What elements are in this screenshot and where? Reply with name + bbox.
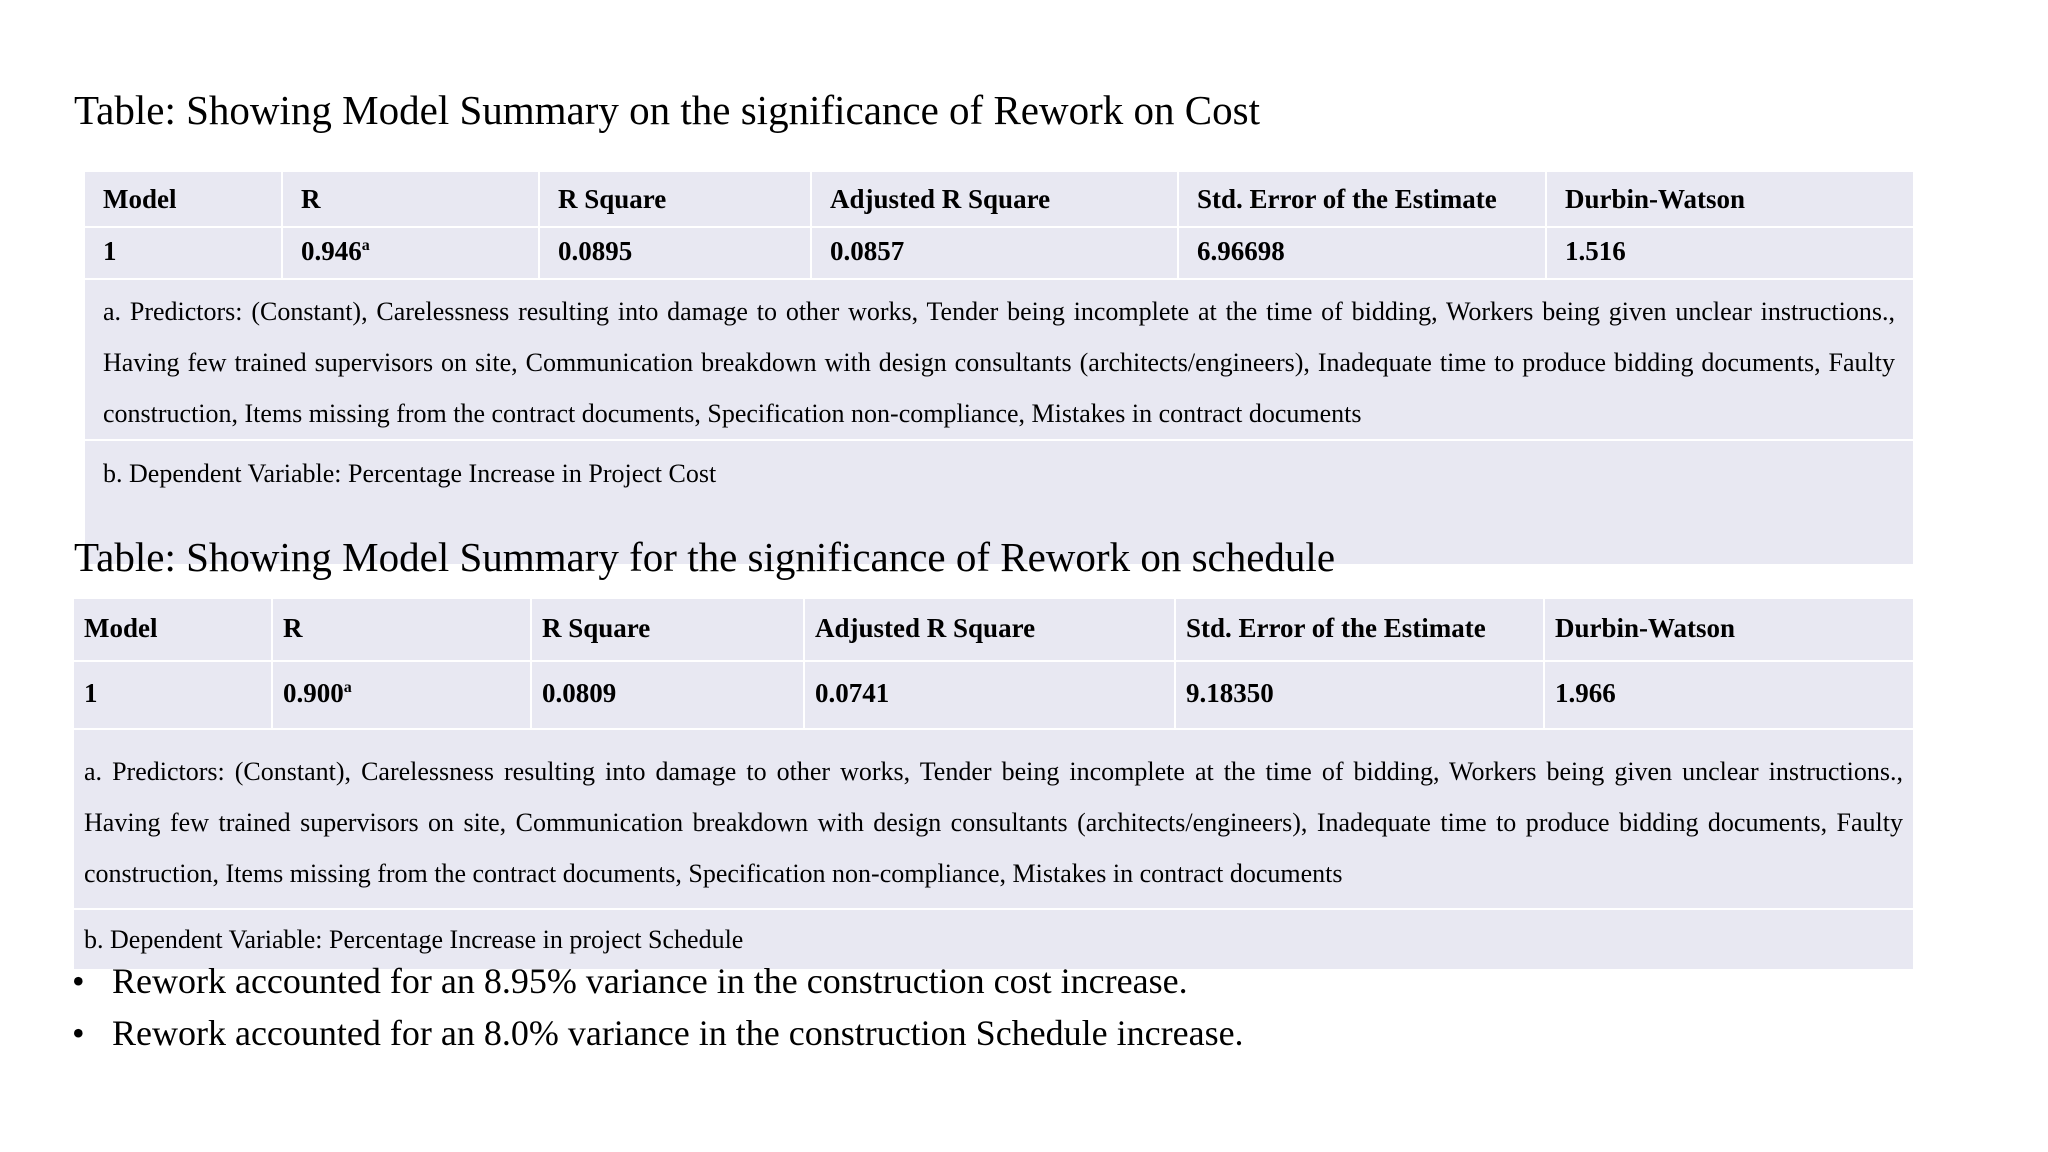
cell-adjusted-r-square: 0.0741 [804,661,1175,729]
dependent-variable-note: b. Dependent Variable: Percentage Increase in project Schedule [73,909,1914,970]
header-durbin-watson: Durbin-Watson [1544,598,1914,661]
cell-model: 1 [84,227,282,279]
header-std-error: Std. Error of the Estimate [1175,598,1544,661]
model-summary-schedule-table [72,597,1915,971]
findings-list [72,955,1244,1059]
header-adjusted-r-square: Adjusted R Square [811,171,1178,227]
header-r: R [282,171,539,227]
cell-r-square: 0.0809 [531,661,804,729]
table-header-row [73,598,1914,661]
cell-r [282,227,539,279]
cell-std-error: 6.96698 [1178,227,1546,279]
finding-text: Rework accounted for an 8.0% variance in the construction Schedule increase. [112,1013,1244,1053]
cell-model: 1 [73,661,272,729]
footnote-marker: a [361,237,370,254]
note-a-row [84,279,1914,440]
footnote-marker: a [343,679,352,696]
finding-text: Rework accounted for an 8.95% variance in the construction cost increase. [112,961,1188,1001]
table-2-title: Table: Showing Model Summary for the significance of Rework on schedule [74,534,1336,580]
r-value: 0.900 [283,678,344,708]
cell-adjusted-r-square: 0.0857 [811,227,1178,279]
r-value: 0.946 [301,236,362,266]
cell-durbin-watson: 1.966 [1544,661,1914,729]
table-header-row [84,171,1914,227]
header-model: Model [73,598,272,661]
predictors-note: a. Predictors: (Constant), Carelessness resulting into damage to other works, Tender being incomplete at the time of bidding, Workers being given unclear instructions., Having few trained supervisors on site, Communication breakdown with design consultants (architects/engineers), Inadequate time to produce bidding documents, Faulty construction, Items missing from the contract documents, Specification non-compliance, Mistakes in contract documents [73,729,1914,909]
header-model: Model [84,171,282,227]
header-r-square: R Square [531,598,804,661]
dependent-variable-note: b. Dependent Variable: Percentage Increase in Project Cost [84,440,1914,565]
header-adjusted-r-square: Adjusted R Square [804,598,1175,661]
table-row [84,227,1914,279]
cell-std-error: 9.18350 [1175,661,1544,729]
list-item [72,955,1244,1007]
cell-r [272,661,531,729]
header-std-error: Std. Error of the Estimate [1178,171,1546,227]
header-r-square: R Square [539,171,811,227]
cell-durbin-watson: 1.516 [1546,227,1914,279]
predictors-note: a. Predictors: (Constant), Carelessness resulting into damage to other works, Tender being incomplete at the time of bidding, Workers being given unclear instructions., Having few trained supervisors on site, Communication breakdown with design consultants (architects/engineers), Inadequate time to produce bidding documents, Faulty construction, Items missing from the contract documents, Specification non-compliance, Mistakes in contract documents [84,279,1914,440]
list-item [72,1007,1244,1059]
cell-r-square: 0.0895 [539,227,811,279]
table-row [73,661,1914,729]
note-a-row [73,729,1914,909]
table-1-title: Table: Showing Model Summary on the significance of Rework on Cost [74,87,1260,133]
model-summary-cost-table [83,170,1915,566]
header-durbin-watson: Durbin-Watson [1546,171,1914,227]
header-r: R [272,598,531,661]
bullet-marker: • [72,961,85,1001]
bullet-marker: • [72,1013,85,1053]
